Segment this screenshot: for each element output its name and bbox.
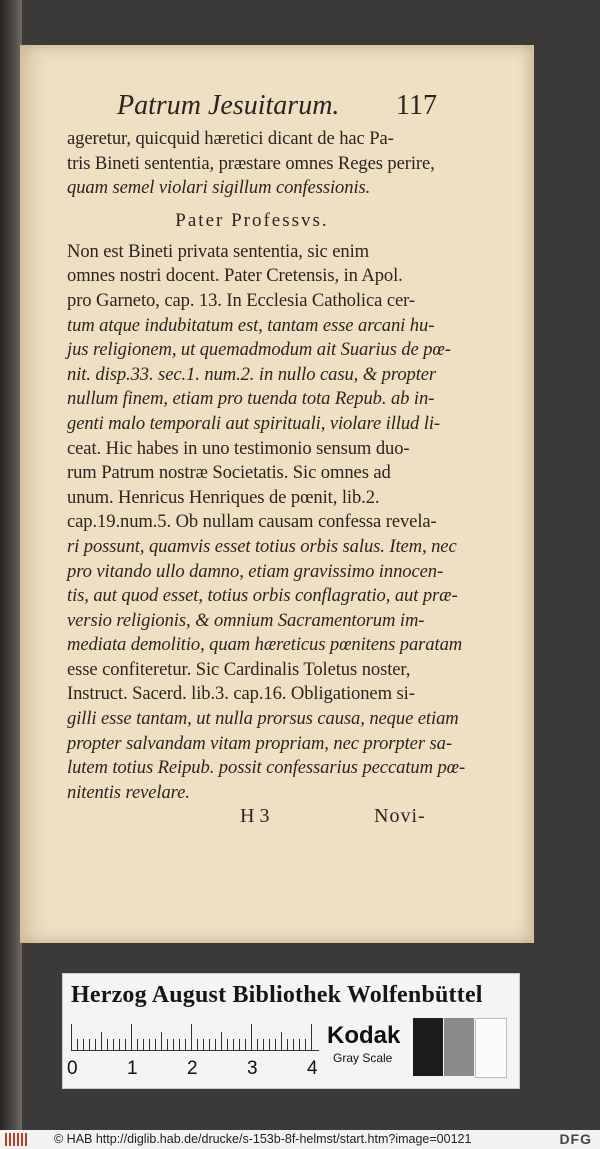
- text-line: nitentis revelare.: [67, 781, 190, 803]
- signature-mark: H 3: [240, 805, 270, 827]
- ruler-tick: [257, 1039, 258, 1050]
- text-line: versio religionis, & omnium Sacramentorum im-: [67, 609, 425, 631]
- dfg-logo: DFG: [559, 1131, 592, 1147]
- running-head-title: Patrum Jesuitarum.: [117, 90, 340, 121]
- color-scale-card: [62, 973, 520, 1089]
- text-line: omnes nostri docent. Pater Cretensis, in Apol.: [67, 265, 403, 287]
- ruler-tick: [281, 1032, 282, 1050]
- text-line: mediata demolitio, quam hæreticus pœnitens paratam: [67, 634, 463, 656]
- text-line: propter salvandam vitam propriam, nec prorpter sa-: [67, 732, 452, 754]
- ruler-tick: [275, 1039, 276, 1050]
- text-line: ceat. Hic habes in uno testimonio sensum duo-: [67, 437, 410, 459]
- black-patch: [413, 1018, 443, 1076]
- ruler-tick: [95, 1039, 96, 1050]
- library-name: Herzog August Bibliothek Wolfenbüttel: [71, 982, 483, 1008]
- ruler-tick: [113, 1039, 114, 1050]
- ruler-tick: [179, 1039, 180, 1050]
- ruler-tick: [191, 1024, 192, 1050]
- footer-bar: [0, 1130, 600, 1149]
- section-heading: Pater Professvs.: [175, 209, 329, 231]
- ruler-tick: [155, 1039, 156, 1050]
- ruler-number: 4: [307, 1058, 318, 1079]
- ruler: [71, 1024, 319, 1051]
- ruler-tick: [287, 1039, 288, 1050]
- kodak-logo: Kodak: [327, 1022, 401, 1049]
- ruler-tick: [149, 1039, 150, 1050]
- text-line: lutem totius Reipub. possit confessarius peccatum pœ-: [67, 757, 466, 779]
- gray-patch: [444, 1018, 474, 1076]
- ruler-tick: [137, 1039, 138, 1050]
- text-line: gilli esse tantam, ut nulla prorsus causa, neque etiam: [67, 708, 459, 730]
- text-line: ageretur, quicquid hæretici dicant de hac Pa-: [67, 128, 394, 149]
- text-line: quam semel violari sigillum confessionis.: [67, 177, 371, 199]
- text-line: nullum finem, etiam pro tuenda tota Repub. ab in-: [67, 388, 435, 410]
- text-line: cap.19.num.5. Ob nullam causam confessa revela-: [67, 511, 437, 533]
- text-line: jus religionem, ut quemadmodum ait Suarius de pœ-: [67, 339, 451, 361]
- ruler-tick: [83, 1039, 84, 1050]
- ruler-tick: [209, 1039, 210, 1050]
- ruler-number: 1: [127, 1058, 138, 1079]
- ruler-tick: [125, 1039, 126, 1050]
- ruler-tick: [71, 1024, 72, 1050]
- ruler-number: 0: [67, 1058, 78, 1079]
- ruler-tick: [185, 1039, 186, 1050]
- ruler-tick: [269, 1039, 270, 1050]
- text-line: rum Patrum nostræ Societatis. Sic omnes ad: [67, 462, 391, 484]
- white-patch: [475, 1018, 507, 1078]
- ruler-tick: [197, 1039, 198, 1050]
- ruler-tick: [173, 1039, 174, 1050]
- text-line: ri possunt, quamvis esset totius orbis salus. Item, nec: [67, 535, 457, 557]
- ruler-tick: [221, 1032, 222, 1050]
- text-line: tum atque indubitatum est, tantam esse arcani hu-: [67, 314, 435, 336]
- ruler-tick: [161, 1032, 162, 1050]
- ruler-tick: [251, 1024, 252, 1050]
- ruler-number: 3: [247, 1058, 258, 1079]
- text-line: esse confiteretur. Sic Cardinalis Toletus noster,: [67, 658, 411, 680]
- text-line: tris Bineti sententia, præstare omnes Reges perire,: [67, 152, 435, 174]
- page-number: 117: [396, 90, 437, 121]
- ruler-tick: [227, 1039, 228, 1050]
- text-line: pro vitando ullo damno, etiam gravissimo innocen-: [67, 560, 444, 582]
- ruler-tick: [167, 1039, 168, 1050]
- text-line: genti malo temporali aut spirituali, violare illud li-: [67, 412, 441, 434]
- text-line: unum. Henricus Henriques de pœnit, lib.2.: [67, 486, 380, 508]
- ruler-tick: [233, 1039, 234, 1050]
- gray-scale-label: Gray Scale: [333, 1051, 393, 1065]
- catchword: Novi-: [374, 805, 426, 827]
- ruler-tick: [299, 1039, 300, 1050]
- text-line: pro Garneto, cap. 13. In Ecclesia Catholica cer-: [67, 289, 415, 311]
- ruler-tick: [245, 1039, 246, 1050]
- running-head: [117, 90, 437, 126]
- scan-edge: [0, 0, 22, 1130]
- text-line: nit. disp.33. sec.1. num.2. in nullo casu, & propter: [67, 363, 437, 385]
- ruler-tick: [77, 1039, 78, 1050]
- ruler-tick: [263, 1039, 264, 1050]
- ruler-tick: [305, 1039, 306, 1050]
- ruler-tick: [143, 1039, 144, 1050]
- ruler-tick: [89, 1039, 90, 1050]
- ruler-tick: [101, 1032, 102, 1050]
- ruler-tick: [107, 1039, 108, 1050]
- text-line: Instruct. Sacerd. lib.3. cap.16. Obligationem si-: [67, 683, 415, 705]
- ruler-tick: [215, 1039, 216, 1050]
- ruler-tick: [293, 1039, 294, 1050]
- ruler-tick: [131, 1024, 132, 1050]
- ruler-tick: [239, 1039, 240, 1050]
- ruler-tick: [203, 1039, 204, 1050]
- ruler-number: 2: [187, 1058, 198, 1079]
- ruler-tick: [119, 1039, 120, 1050]
- text-line: tis, aut quod esset, totius orbis conflagratio, aut præ-: [67, 585, 458, 607]
- ruler-tick: [311, 1024, 312, 1050]
- text-line: Non est Bineti privata sententia, sic enim: [67, 240, 370, 262]
- page-text: [67, 127, 466, 805]
- hab-barcode-icon: [5, 1133, 27, 1146]
- source-url[interactable]: © HAB http://diglib.hab.de/drucke/s-153b-8f-helmst/start.htm?image=00121: [54, 1132, 472, 1146]
